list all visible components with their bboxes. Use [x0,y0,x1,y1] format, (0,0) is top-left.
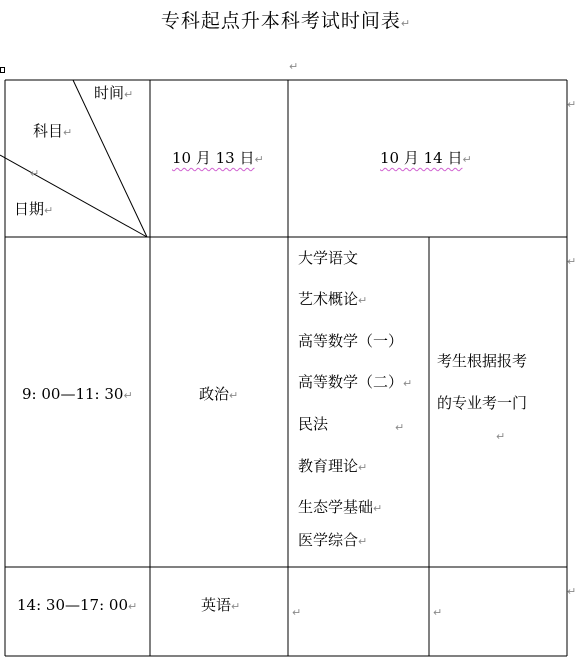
paragraph-mark: ↵ [567,98,576,111]
day2-afternoon-empty-cell-mark: ↵ [292,606,302,619]
date-header-2: 10 月 14 日↵ [380,149,472,167]
paragraph-mark: ↵ [30,167,40,180]
subject-item: 教育理论↵ [298,457,368,475]
paragraph-mark: ↵ [395,421,405,434]
diagonal-line-1 [73,80,147,237]
paragraph-mark: ↵ [400,17,412,30]
subject-item: 高等数学（二）↵ [298,373,413,391]
paragraph-mark: ↵ [567,585,576,598]
subject-item: 医学综合↵ [298,531,368,549]
subject-axis-label: 科目↵ [33,122,73,140]
paragraph-mark: ↵ [289,60,299,73]
date-header-1: 10 月 13 日↵ [172,149,264,167]
day2-afternoon-note-empty-mark: ↵ [433,606,443,619]
subject-item: 大学语文 [298,249,359,267]
subject-item: 民法 [298,415,329,433]
time-axis-label: 时间↵ [94,84,134,102]
date-axis-label: 日期↵ [14,200,54,218]
day2-morning-note-line2: 的专业考一门 [437,394,528,412]
subject-item: 生态学基础↵ [298,498,383,516]
diagonal-line-2 [0,155,147,237]
title-text: 专科起点升本科考试时间表 [160,10,401,32]
subject-item: 艺术概论↵ [298,290,368,308]
paragraph-mark: ↵ [567,255,576,268]
paragraph-mark: ↵ [496,430,506,443]
day1-morning-subject: 政治↵ [199,385,239,403]
day1-afternoon-subject: 英语↵ [201,596,241,614]
subject-item: 高等数学（一） [298,332,404,350]
morning-time-slot: 9: 00—11: 30↵ [22,385,133,403]
afternoon-time-slot: 14: 30—17: 00↵ [17,596,138,614]
day2-morning-note-line1: 考生根据报考 [437,352,528,370]
